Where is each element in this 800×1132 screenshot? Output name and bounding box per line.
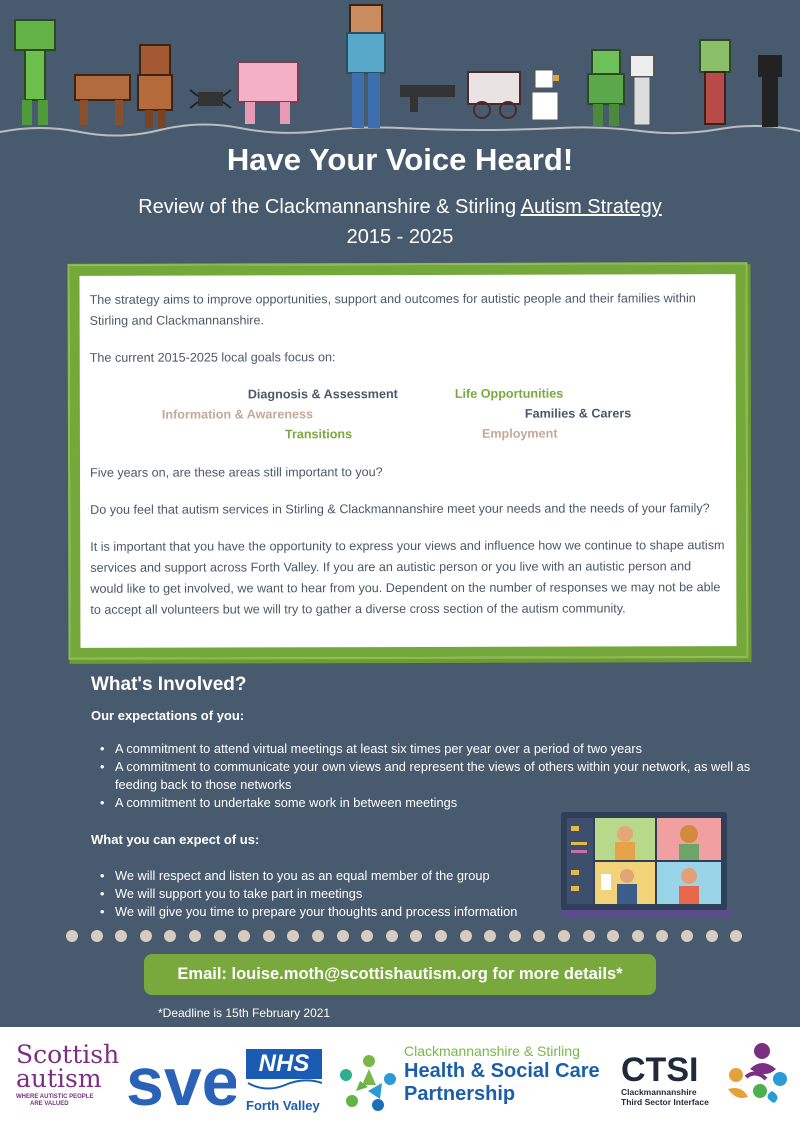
- goal-employment: Employment: [481, 426, 558, 441]
- divider-dot: [263, 930, 275, 942]
- video-call-laptop-icon: [561, 812, 733, 922]
- divider-dot: [681, 930, 693, 942]
- scottish-autism-tagline2: ARE VALUED: [30, 1101, 69, 1107]
- ctsi-logo: [621, 1053, 721, 1107]
- scottish-autism-line1: Scottish: [16, 1040, 120, 1069]
- hscp-logo: [404, 1043, 624, 1105]
- divider-dot: [558, 930, 570, 942]
- children-drawings-banner: [0, 0, 800, 140]
- ctsi-text: CTSI: [621, 1051, 699, 1089]
- divider-dot: [189, 930, 201, 942]
- list-item: • A commitment to attend virtual meetings at least six times per year over a period of two years: [115, 740, 755, 758]
- list-item: • We will respect and listen to you as an equal member of the group: [115, 867, 555, 885]
- drawing-plant-figure-icon: [700, 40, 730, 124]
- ctsi-people-icon: [722, 1039, 790, 1107]
- ctsi-line2: Third Sector Interface: [621, 1097, 709, 1107]
- intro-text: The strategy aims to improve opportunities, support and outcomes for autistic people and their families within Stirling and Clackmannanshire.: [89, 291, 696, 328]
- email-contact-button[interactable]: Email: louise.moth@scottishautism.org for more details*: [144, 954, 656, 995]
- divider-dot: [435, 930, 447, 942]
- drawing-pig-icon: [238, 62, 298, 124]
- goal-families: Families & Carers: [524, 406, 632, 421]
- dotted-divider: [66, 930, 756, 944]
- divider-dot: [312, 930, 324, 942]
- scottish-autism-logo: [16, 1040, 120, 1108]
- divider-dot: [337, 930, 349, 942]
- divider-dot: [214, 930, 226, 942]
- divider-dot: [730, 930, 742, 942]
- expect-of-us-heading: What you can expect of us:: [91, 832, 260, 847]
- divider-dot: [632, 930, 644, 942]
- divider-dot: [656, 930, 668, 942]
- expectations-of-you-heading: Our expectations of you:: [91, 708, 245, 723]
- drawing-cow-icon: [468, 72, 520, 118]
- goal-information: Information & Awareness: [161, 407, 314, 422]
- deadline-note: *Deadline is 15th February 2021: [158, 1006, 331, 1020]
- drawing-blue-person-icon: [347, 5, 385, 128]
- hscp-people-icon: [338, 1051, 400, 1113]
- divider-dot: [607, 930, 619, 942]
- divider-dot: [115, 930, 127, 942]
- divider-dot: [287, 930, 299, 942]
- subtitle-years: 2015 - 2025: [346, 226, 454, 248]
- drawing-brown-figure-icon: [138, 45, 172, 128]
- ctsi-line1: Clackmannanshire: [621, 1087, 697, 1097]
- local-goals-list: [90, 383, 726, 449]
- nhs-region: Forth Valley: [246, 1098, 320, 1113]
- divider-dot: [238, 930, 250, 942]
- list-item: • We will give you time to prepare your thoughts and process information: [115, 903, 555, 921]
- drawing-chicken-icon: [532, 70, 559, 120]
- drawing-green-zombie-icon: [588, 50, 624, 126]
- scottish-autism-line2: autism: [16, 1064, 102, 1093]
- hscp-line1: Health & Social Care: [404, 1060, 600, 1082]
- partner-logos-footer: [0, 1027, 800, 1132]
- list-item: • A commitment to communicate your own views and represent the views of others within your network, as well as feeding back to those networks: [115, 758, 755, 794]
- page-title: Have Your Voice Heard!: [226, 142, 574, 177]
- autism-strategy-link[interactable]: Autism Strategy: [520, 196, 662, 218]
- list-item: • A commitment to undertake some work in between meetings: [115, 794, 755, 812]
- divider-dot: [410, 930, 422, 942]
- drawing-enderman-icon: [758, 55, 782, 127]
- sve-logo-text: sve: [126, 1044, 236, 1119]
- question-needs: Do you feel that autism services in Stirling & Clackmannanshire meet your needs and the needs of your family?: [90, 501, 710, 517]
- divider-dot: [66, 930, 78, 942]
- closing-text: It is important that you have the opportunity to express your views and influence how we continue to shape autism services and support across Forth Valley. If you are an autistic person or you live with an autistic person and would like to get involved, we want to hear from you. Dependent on the number of responses we may not be able to accept all volunteers but we will try to gather a diverse cross section of the autism community.: [90, 538, 725, 617]
- goal-diagnosis: Diagnosis & Assessment: [247, 387, 398, 402]
- divider-dot: [361, 930, 373, 942]
- nhs-text: NHS: [246, 1049, 322, 1079]
- divider-dot: [706, 930, 718, 942]
- divider-dot: [140, 930, 152, 942]
- scottish-autism-tagline1: WHERE AUTISTIC PEOPLE: [16, 1094, 94, 1100]
- divider-dot: [91, 930, 103, 942]
- drawing-horse-icon: [75, 75, 130, 125]
- drawing-skeleton-icon: [630, 55, 654, 125]
- divider-dot: [533, 930, 545, 942]
- divider-dot: [484, 930, 496, 942]
- divider-dot: [509, 930, 521, 942]
- strategy-info-card: [69, 264, 746, 658]
- nhs-forth-valley-logo: [246, 1049, 326, 1113]
- goal-life-opportunities: Life Opportunities: [454, 386, 564, 401]
- question-importance: Five years on, are these areas still important to you?: [90, 465, 383, 480]
- hscp-line2: Partnership: [404, 1083, 516, 1105]
- divider-dot: [583, 930, 595, 942]
- page-subtitle: [0, 192, 800, 252]
- drawing-spider-icon: [190, 90, 231, 108]
- expectations-of-you-list: [115, 740, 755, 812]
- expect-of-us-list: [115, 867, 555, 921]
- drawing-green-creeper-icon: [15, 20, 55, 125]
- whats-involved-heading: What's Involved?: [91, 674, 247, 695]
- subtitle-text: Review of the Clackmannanshire & Stirling: [138, 196, 521, 218]
- goal-transitions: Transitions: [284, 427, 353, 442]
- divider-dot: [460, 930, 472, 942]
- list-item: • We will support you to take part in meetings: [115, 885, 555, 903]
- divider-dot: [386, 930, 398, 942]
- drawing-crossbow-icon: [400, 85, 455, 112]
- divider-dot: [164, 930, 176, 942]
- hscp-top-text: Clackmannanshire & Stirling: [404, 1043, 580, 1059]
- sve-logo: [124, 1039, 236, 1119]
- goals-lead-text: The current 2015-2025 local goals focus on:: [89, 350, 336, 365]
